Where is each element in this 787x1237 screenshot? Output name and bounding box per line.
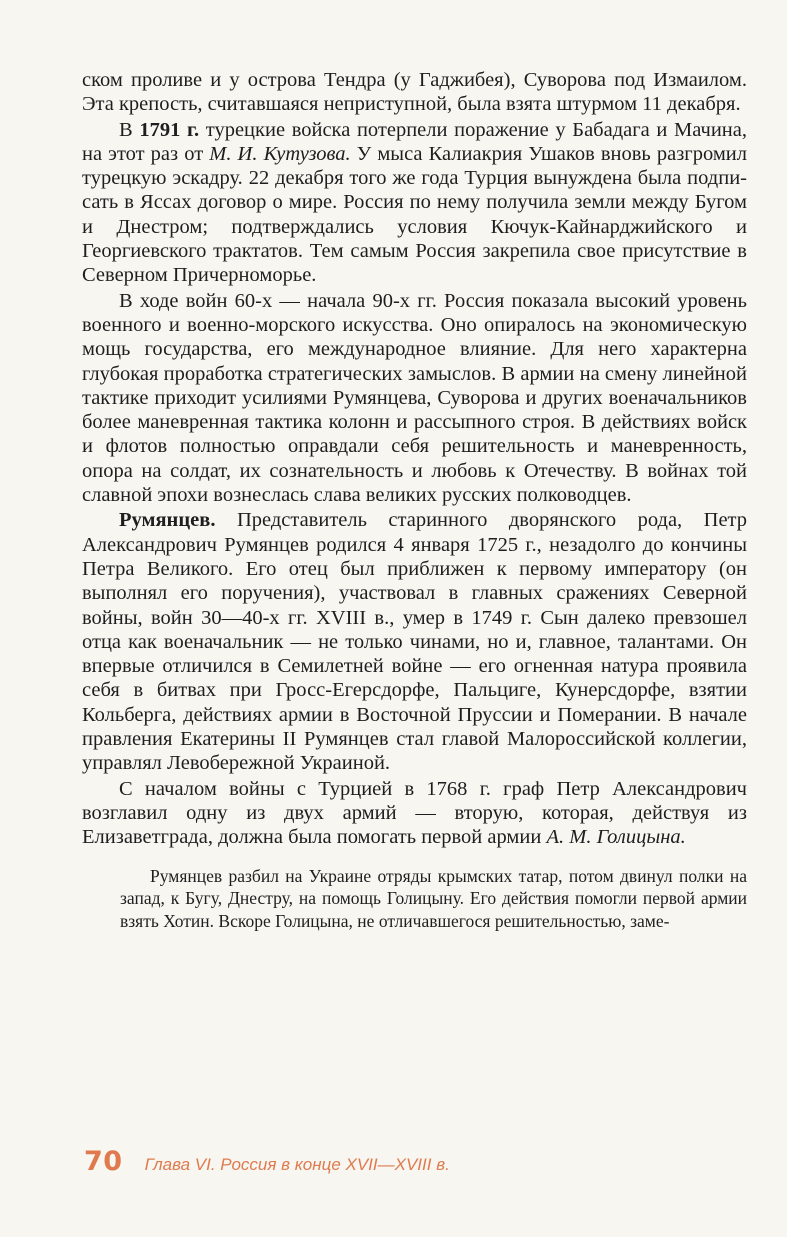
italic-run: М. И. Кутузова.: [209, 142, 351, 165]
small-print-paragraph: Румянцев разбил на Украине отряды крымских татар, потом двинул полки на запад, к Бугу, Днестру, на помощь Голицыну. Его действия помогли первой армии взять Хотин. Вскоре Голицына, не отличавшегося решительностью, заме-: [120, 865, 747, 931]
italic-run: А. М. Голицына.: [546, 826, 686, 849]
bold-run: 1791 г.: [139, 118, 200, 141]
paragraph-p1: [82, 68, 747, 117]
paragraph-p3: [82, 289, 747, 508]
text-run: Представитель старинного дворянского рода, Петр Александрович Румянцев родился 4 января 1725 г., незадолго до кончины Петра Великого. Его отец был приближен к первому императору (он выполнял его поручения), участвовал в главных сражениях Северной войны, войн 30—40-х гг. XVIII в., умер в 1749 г. Сын далеко превзошел отца как военачальник — не только чинами, но и, главное, талантами. Он впервые отличился в Семилетней войне — его огненная натура проявила себя в битвах при Гросс-Егерсдорфе, Пальциге, Кунерсдорфе, взятии Кольберга, действиях армии в Восточной Пруссии и Померании. В начале правления Екатерины II Румянцев стал главой Малороссийской коллегии, управлял Левобережной Украиной.: [82, 509, 747, 775]
paragraph-p5: [82, 777, 747, 850]
page-number: 70: [84, 1146, 123, 1177]
main-text: [82, 68, 747, 850]
page-content: [82, 68, 747, 932]
text-run: У мыса Калиакрия Ушаков вновь разгромил турецкую эскадру. 22 декабря того же года Турция вынуждена была подписать в Яссах договор о мире. Россия по нему получила земли между Бугом и Днестром; подтверждались условия Кючук-Кайнарджийского и Георгиевского трактатов. Тем самым Россия закрепила свое присутствие в Северном Причерноморье.: [82, 142, 747, 287]
page-footer: [84, 1146, 450, 1177]
text-run: В: [119, 118, 140, 141]
text-run: В ходе войн 60-х — начала 90-х гг. Россия показала высокий уровень военного и военно-морского искусства. Оно опиралось на экономическую мощь государства, его международное влияние. Для него характерна глубокая проработка стратегических замыслов. В армии на смену линейной тактике приходит усилиями Румянцева, Суворова и других военачальников более маневренная тактика колонн и рассыпного строя. В действиях войск и флотов полностью оправдали себя решительность и маневренность, опора на солдат, их сознательность и любовь к Отечеству. В войнах той славной эпохи вознеслась слава великих русских полководцев.: [82, 289, 747, 507]
text-run: ском проливе и у острова Тендра (у Гаджибея), Суворова под Измаилом. Эта крепость, считавшаяся неприступной, была взята штурмом 11 декабря.: [82, 69, 747, 116]
paragraph-p2: [82, 118, 747, 288]
text-run: С началом войны с Турцией в 1768 г. граф Петр Александрович возглавил одну из двух армий — вторую, которая, действуя из Елизаветграда, должна была помогать первой армии: [82, 777, 747, 849]
paragraph-p4: [82, 508, 747, 775]
text-run: турецкие войска потерпели поражение у Бабадага и Мачина, на этот раз от: [82, 118, 747, 165]
bold-run: Румянцев.: [119, 509, 216, 532]
chapter-title: Глава VI. Россия в конце XVII—XVIII в.: [144, 1155, 450, 1174]
